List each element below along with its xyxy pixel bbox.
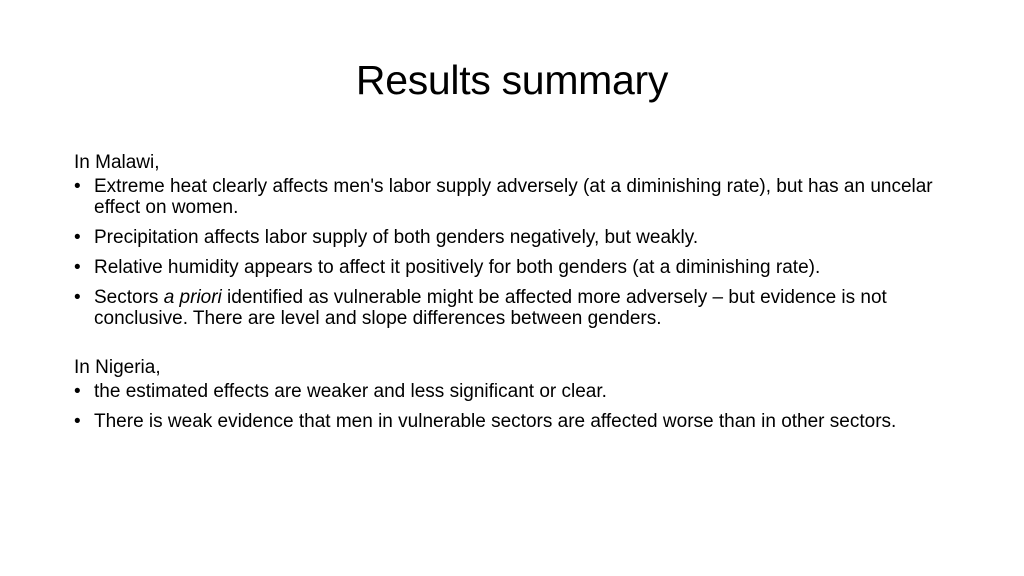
bullet-text-emphasis: a priori — [163, 287, 222, 308]
bullet-item — [74, 287, 954, 329]
section-nigeria — [74, 357, 954, 432]
bullet-list — [74, 381, 954, 432]
bullet-item: • Precipitation affects labor supply of both genders negatively, but weakly. — [74, 227, 954, 248]
bullet-item: • Extreme heat clearly affects men's labor supply adversely (at a diminishing rate), but has an uncelar effect on women. — [74, 176, 954, 218]
slide-body — [74, 152, 954, 441]
bullet-item: • There is weak evidence that men in vulnerable sectors are affected worse than in other sectors. — [74, 411, 954, 432]
bullet-list — [74, 176, 954, 329]
section-malawi — [74, 152, 954, 329]
slide-title: Results summary — [355, 57, 669, 103]
section-heading: In Nigeria, — [74, 357, 161, 378]
bullet-item: • Relative humidity appears to affect it positively for both genders (at a diminishing rate). — [74, 257, 954, 278]
bullet-text-prefix: Sectors — [94, 287, 164, 308]
section-heading: In Malawi, — [74, 152, 160, 173]
bullet-item: • the estimated effects are weaker and less significant or clear. — [74, 381, 954, 402]
bullet-text-suffix: identified as vulnerable might be affected more adversely – but evidence is not conclusive. There are level and slope differences between genders. — [94, 287, 887, 329]
